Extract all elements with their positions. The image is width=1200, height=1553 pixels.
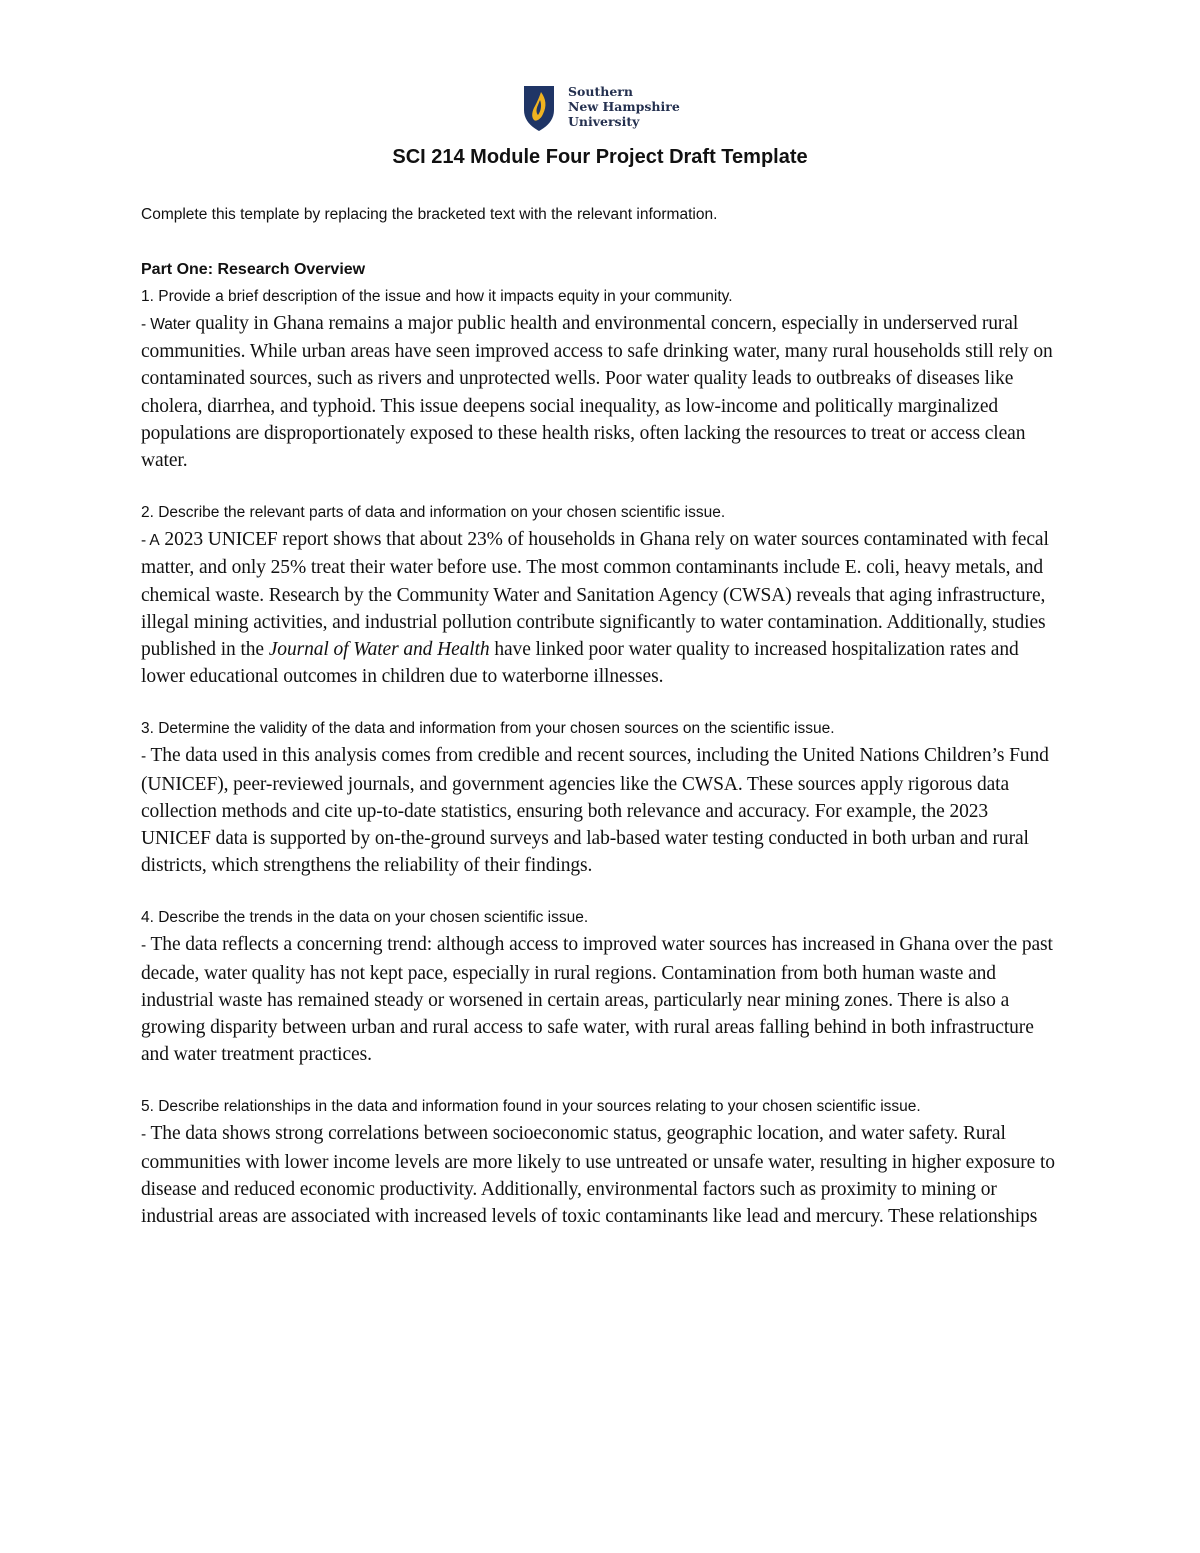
document-body [141,202,1061,1230]
logo-wordmark [568,84,680,129]
question-5-answer [141,1120,1061,1230]
journal-title: Journal of Water and Health [268,639,490,661]
answer-3-prefix: - [141,748,147,766]
answer-4-text: The data reflects a concerning trend: although access to improved water sources has increased in Ghana over the past decade, water quality has not kept pace, especially in rural regions. Contamination from both human waste and industrial waste has remained steady or worsened in certain areas, particularly near mining zones. There is also a growing disparity between urban and rural access to safe water, with rural areas falling behind in both infrastructure and water treatment practices. [141,934,1053,1066]
answer-5-text: The data shows strong correlations between socioeconomic status, geographic location, and water safety. Rural communities with lower income levels are more likely to use untreated or unsafe water, resulting in higher exposure to disease and reduced economic productivity. Additionally, environmental factors such as proximity to mining or industrial areas are associated with increased levels of toxic contaminants like lead and mercury. These relationships [141,1123,1055,1228]
question-1-answer [141,310,1061,474]
answer-3-text: The data used in this analysis comes from credible and recent sources, including the United Nations Children’s Fund (UNICEF), peer-reviewed journals, and government agencies like the CWSA. These sources apply rigorous data collection methods and cite up-to-date statistics, ensuring both relevance and accuracy. For example, the 2023 UNICEF data is supported by on-the-ground surveys and lab-based water testing conducted in both urban and rural districts, which strengthens the reliability of their findings. [141,745,1049,877]
instructions-text: Complete this template by replacing the bracketed text with the relevant information. [141,206,718,223]
answer-2-text-part1: 2023 UNICEF report shows that about 23% of households in Ghana rely on water sources contaminated with fecal matter, and only 25% treat their water before use. The most common contaminants include E. coli, heavy metals, and chemical waste. Research by the Community Water and Sanitation Agency (CWSA) reveals that aging infrastructure, illegal mining activities, and industrial pollution contribute significantly to water contamination. Additionally, studies published in the [141,529,1049,661]
question-4-prompt: 4. Describe the trends in the data on your chosen scientific issue. [141,909,589,927]
question-3-section [141,716,1061,879]
answer-2-prefix: - A [141,532,160,550]
answer-1-text: quality in Ghana remains a major public health and environmental concern, especially in underserved rural communities. While urban areas have seen improved access to safe drinking water, many rural households still rely on contaminated sources, such as rivers and unprotected wells. Poor water quality leads to outbreaks of diseases like cholera, diarrhea, and typhoid. This issue deepens social inequality, as low-income and politically marginalized populations are disproportionately exposed to these health risks, often lacking the resources to treat or access clean water. [141,313,1053,472]
question-1-section [141,284,1061,474]
answer-5-prefix: - [141,1126,147,1144]
question-5-section [141,1094,1061,1230]
question-3-prompt: 3. Determine the validity of the data and information from your chosen sources on the scientific issue. [141,720,835,738]
question-3-answer [141,742,1061,879]
question-5-prompt: 5. Describe relationships in the data and information found in your sources relating to your chosen scientific issue. [141,1098,921,1116]
question-4-answer [141,931,1061,1068]
answer-1-prefix: - Water [141,316,191,333]
question-4-section [141,905,1061,1068]
shield-flame-icon [522,84,556,132]
logo-line-1: Southern [568,84,633,99]
university-logo [522,84,692,134]
answer-2-text-part2: have linked poor water quality to increased hospitalization rates and lower educational outcomes in children due to waterborne illnesses. [141,639,1019,688]
logo-line-3: University [568,114,640,129]
document-title: SCI 214 Module Four Project Draft Template [392,146,808,168]
question-1-prompt: 1. Provide a brief description of the issue and how it impacts equity in your community. [141,288,733,305]
logo-line-2: New Hampshire [568,99,680,114]
question-2-answer [141,526,1061,690]
question-2-section [141,500,1061,690]
question-2-prompt: 2. Describe the relevant parts of data and information on your chosen scientific issue. [141,504,726,522]
part-one-heading: Part One: Research Overview [141,261,366,278]
answer-4-prefix: - [141,937,147,955]
